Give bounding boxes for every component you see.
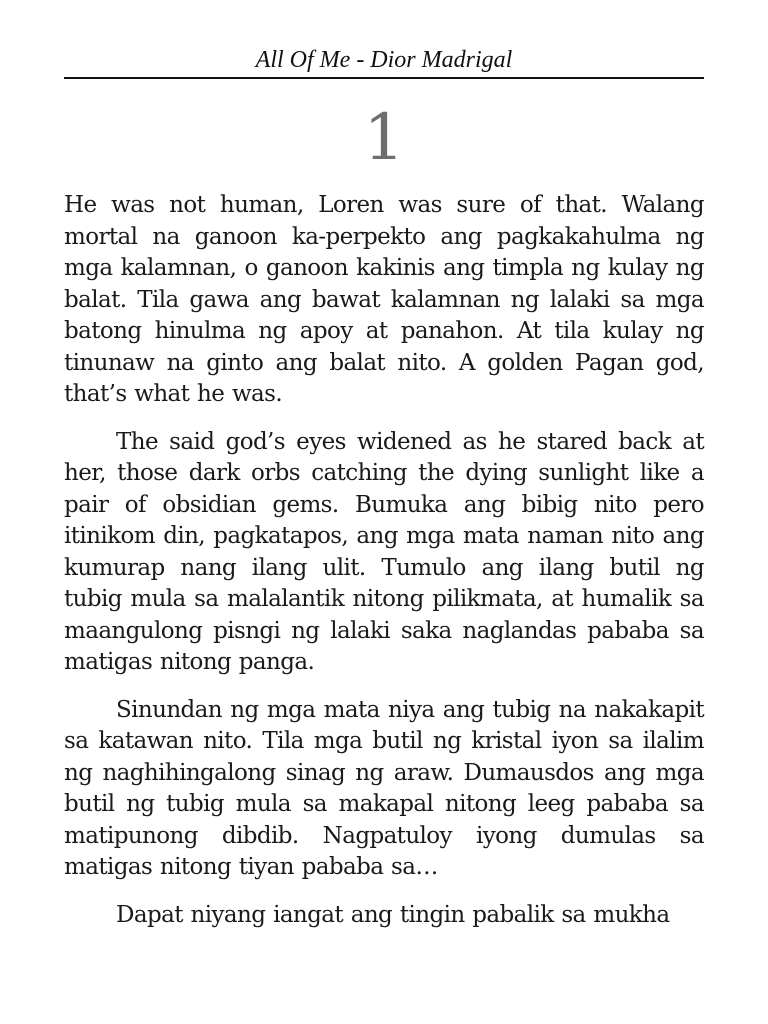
header-rule (64, 77, 704, 79)
paragraph: Dapat niyang iangat ang tingin pabalik sa mukha (116, 901, 670, 928)
running-header: All Of Me - Dior Madrigal (255, 47, 513, 73)
chapter-body (64, 190, 704, 947)
paragraph: He was not human, Loren was sure of that. Walang mortal na ganoon ka-perpekto ang pagkakahulma ng mga kalamnan, o ganoon kakinis ang timpla ng kulay ng balat. Tila gawa ang bawat kalamnan ng lalaki sa mga batong hinulma ng apoy at panahon. At tila kulay ng tinunaw na ginto ang balat nito. A golden Pagan god, that’s what he was. (64, 192, 704, 407)
chapter-number: 1 (363, 101, 405, 175)
paragraph: The said god’s eyes widened as he stared back at her, those dark orbs catching the dying sunlight like a pair of obsidian gems. Bumuka ang bibig nito pero itinikom din, pagkatapos, ang mga mata naman nito ang kumurap nang ilang ulit. Tumulo ang ilang butil ng tubig mula sa malalantik nitong pilikmata, at humalik sa maangulong pisngi ng lalaki saka naglandas pababa sa matigas nitong panga. (64, 428, 704, 675)
paragraph: Sinundan ng mga mata niya ang tubig na nakakapit sa katawan nito. Tila mga butil ng kristal iyon sa ilalim ng naghihingalong sinag ng araw. Dumausdos ang mga butil ng tubig mula sa makapal nitong leeg pababa sa matipunong dibdib. Nagpatuloy iyong dumulas sa matigas nitong tiyan pababa sa… (64, 696, 704, 880)
